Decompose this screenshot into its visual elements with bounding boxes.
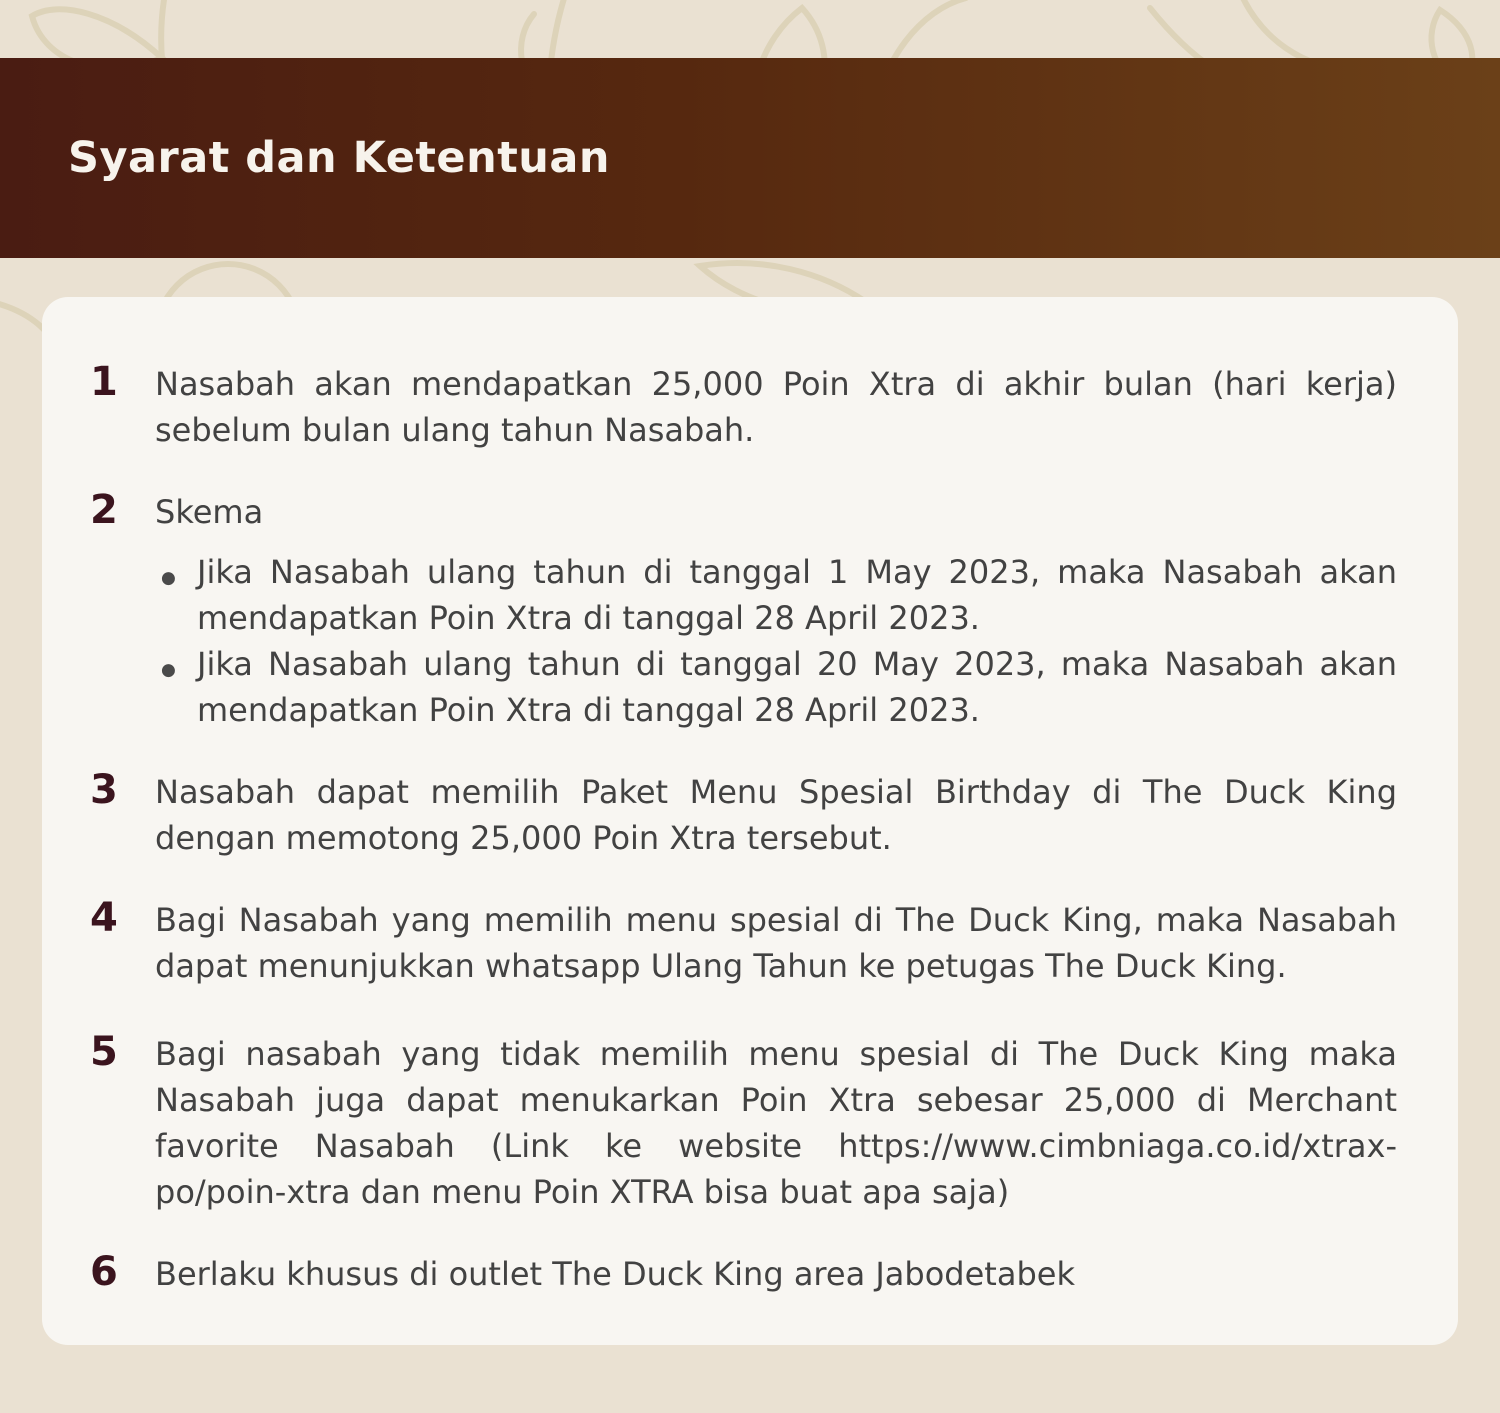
page-title: Syarat dan Ketentuan [68,133,610,183]
term-item-1 [90,359,1397,453]
term-number: 2 [90,487,118,533]
terms-card [42,297,1458,1345]
term-item-4 [90,895,1397,989]
term-bullet-list [155,549,1397,733]
term-item-3 [90,767,1397,861]
bullet-item [155,549,1397,641]
term-number: 4 [90,895,118,941]
term-text: Bagi nasabah yang tidak memilih menu spesial di The Duck King maka Nasabah juga dapat menukarkan Poin Xtra sebesar 25,000 di Merchant favorite Nasabah (Link ke website https://www.cimbniaga.co.id/xtrax-po/poin-xtra dan menu Poin XTRA bisa buat apa saja) [155,1035,1397,1211]
term-text: Bagi Nasabah yang memilih menu spesial di The Duck King, maka Nasabah dapat menunjukkan whatsapp Ulang Tahun ke petugas The Duck King. [155,901,1397,985]
term-text: Nasabah akan mendapatkan 25,000 Poin Xtra di akhir bulan (hari kerja) sebelum bulan ulang tahun Nasabah. [155,365,1397,449]
term-text: Berlaku khusus di outlet The Duck King area Jabodetabek [155,1255,1075,1293]
term-item-2 [90,487,1397,733]
term-item-6 [90,1249,1397,1297]
term-text: Nasabah dapat memilih Paket Menu Spesial Birthday di The Duck King dengan memotong 25,000 Poin Xtra tersebut. [155,773,1397,857]
term-number: 3 [90,767,118,813]
term-item-5 [90,1029,1397,1215]
term-number: 1 [90,359,118,405]
term-text: Skema [155,493,264,531]
bullet-item [155,641,1397,733]
title-bar [0,58,1500,258]
term-number: 5 [90,1029,118,1075]
term-number: 6 [90,1249,118,1295]
bullet-text: ● Jika Nasabah ulang tahun di tanggal 20 May 2023, maka Nasabah akan mendapatkan Poin Xtra di tanggal 28 April 2023. [197,645,1397,729]
bullet-text: ● Jika Nasabah ulang tahun di tanggal 1 May 2023, maka Nasabah akan mendapatkan Poin Xtra di tanggal 28 April 2023. [197,553,1397,637]
